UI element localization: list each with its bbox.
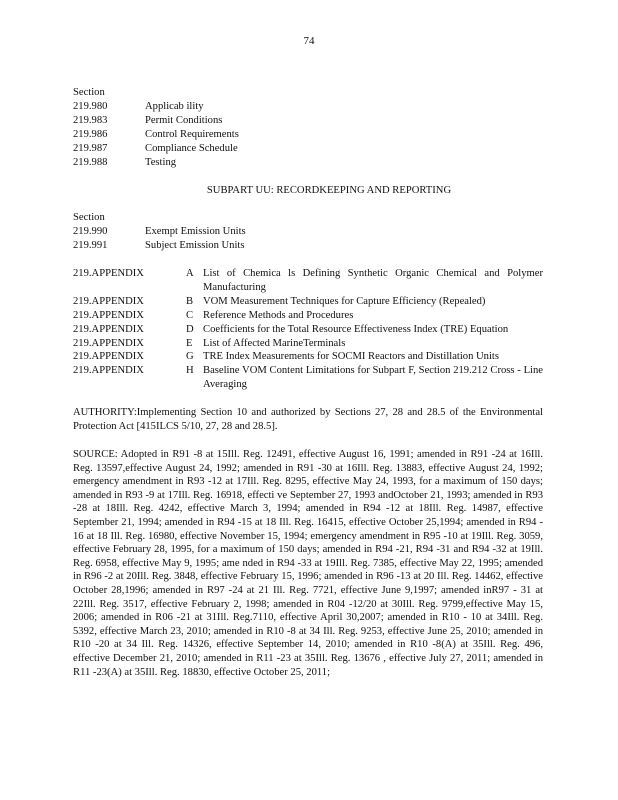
appendix-row [73, 350, 543, 364]
section-number: 219.991 [73, 239, 108, 251]
section-number: 219.987 [73, 142, 108, 154]
section-list-b [73, 211, 543, 253]
section-title: Testing [145, 156, 177, 168]
section-list-a [73, 86, 543, 169]
appendix-title: VOM Measurement Techniques for Capture Efficiency (Repealed) [203, 295, 486, 307]
appendix-list [73, 267, 543, 392]
appendix-letter: D [186, 323, 194, 335]
section-number: 219.986 [73, 128, 108, 140]
appendix-label: 219.APPENDIX [73, 268, 144, 279]
section-number: 219.988 [73, 156, 108, 168]
section-row [73, 225, 543, 239]
subpart-heading [0, 184, 618, 198]
section-title: Applicab ility [145, 100, 204, 112]
section-row [73, 239, 543, 253]
appendix-row [73, 309, 543, 323]
section-row [73, 142, 543, 156]
appendix-label: 219.APPENDIX [73, 365, 144, 377]
section-title: Compliance Schedule [145, 142, 238, 154]
section-label: Section [73, 87, 105, 98]
appendix-title: List of Affected MarineTerminals [203, 337, 346, 349]
page-number: 74 [303, 35, 315, 47]
appendix-title: TRE Index Measurements for SOCMI Reactors and Distillation Units [203, 351, 499, 363]
source-paragraph: SOURCE: Adopted in R91 -8 at 15Ill. Reg. 12491, effective August 16, 1991; amended in R91 -24 at 16Ill. Reg. 13597,effective August 24, 1992; amended in R91 -30 at 16Ill. Reg. 13883, effective August 24, 1992; emergency amendment in R93 -12 at 17Ill. Reg. 8295, effective May 24, 1993, for a maximum of 150 days; amended in R93 -9 at 17Ill. Reg. 16918, effecti ve September 27, 1993 andOctober 21, 1993; amended in R93 -28 at 18Ill. Reg. 4242, effective March 3, 1994; amended in R94 -12 at 18Ill. Reg. 14987, effective September 21, 1994; amended in R94 -15 at 18 Ill. Reg. 16415, effective October 25,1994; amended in R94 - 16 at 18 Ill. Reg. 16980, effective November 15, 1994; emergency amendment in R95 -10 at 19Ill. Reg. 3059, effective February 28, 1995, for a maximum of 150 days; amended in R94 -21, R94 -31 and R94 -32 at 19Ill. Reg. 6958, effective May 9, 1995; ame nded in R94 -33 at 19Ill. Reg. 7385, effective May 22, 1995; amended in R96 -2 at 20Ill. Reg. 3848, effective February 15, 1996; amended in R96 -13 at 20 Ill. Reg. 14462, effective October 28,1996; amended in R97 -24 at 21 Ill. Reg. 7721, effective June 9,1997; amended inR97 - 31 at 22Ill. Reg. 3517, effective February 2, 1998; amended in R04 -12/20 at 30Ill. Reg. 9799,effective May 15, 2006; amended in R06 -21 at 31Ill. Reg.7110, effective April 30,2007; amended in R10 - 10 at 34Ill. Reg. 5392, effective March 23, 2010; amended in R10 -8 at 34 Ill. Reg. 9253, effective June 25, 2010; amended in R10 -20 at 34 Ill. Reg. 14326, effective September 14, 2010; amended in R10 -8(A) at 35Ill. Reg. 496, effective December 21, 2010; amended in R11 -23 at 35Ill. Reg. 13676 , effective July 27, 2011; amended in R11 -23(A) at 35Ill. Reg. 18830, effective October 25, 2011; [73, 449, 543, 678]
section-number: 219.980 [73, 100, 108, 112]
section-number: 219.983 [73, 114, 108, 126]
appendix-letter: A [186, 268, 194, 279]
appendix-row [73, 323, 543, 337]
section-row [73, 100, 543, 114]
section-title: Subject Emission Units [145, 239, 245, 251]
section-label: Section [73, 212, 105, 223]
appendix-label: 219.APPENDIX [73, 337, 144, 349]
authority-paragraph: AUTHORITY:Implementing Section 10 and authorized by Sections 27, 28 and 28.5 of the Environmental Protection Act [415ILCS 5/10, 27, 28 and 28.5]. [73, 407, 543, 432]
section-title: Exempt Emission Units [145, 225, 246, 237]
appendix-label: 219.APPENDIX [73, 351, 144, 363]
section-row [73, 114, 543, 128]
section-row [73, 156, 543, 170]
appendix-title: Reference Methods and Procedures [203, 309, 354, 321]
appendix-letter: C [186, 309, 194, 321]
appendix-letter: E [186, 337, 193, 349]
subpart-heading-text: SUBPART UU: RECORDKEEPING AND REPORTING [206, 185, 452, 196]
appendix-label: 219.APPENDIX [73, 309, 144, 321]
appendix-row [73, 295, 543, 309]
appendix-row [73, 337, 543, 351]
appendix-label: 219.APPENDIX [73, 323, 144, 335]
appendix-letter: G [186, 351, 194, 363]
section-row [73, 128, 543, 142]
appendix-letter: H [186, 365, 194, 377]
appendix-title: Coefficients for the Total Resource Effectiveness Index (TRE) Equation [203, 323, 509, 335]
section-title: Control Requirements [145, 128, 239, 140]
appendix-letter: B [186, 295, 194, 307]
appendix-title: Baseline VOM Content Limitations for Subpart F, Section 219.212 Cross - Line Averaging [203, 365, 543, 391]
appendix-row [73, 364, 543, 392]
section-title: Permit Conditions [145, 114, 223, 126]
appendix-label: 219.APPENDIX [73, 295, 144, 307]
appendix-row [73, 267, 543, 295]
section-number: 219.990 [73, 225, 108, 237]
appendix-title: List of Chemica ls Defining Synthetic Organic Chemical and Polymer Manufacturing [203, 268, 543, 293]
